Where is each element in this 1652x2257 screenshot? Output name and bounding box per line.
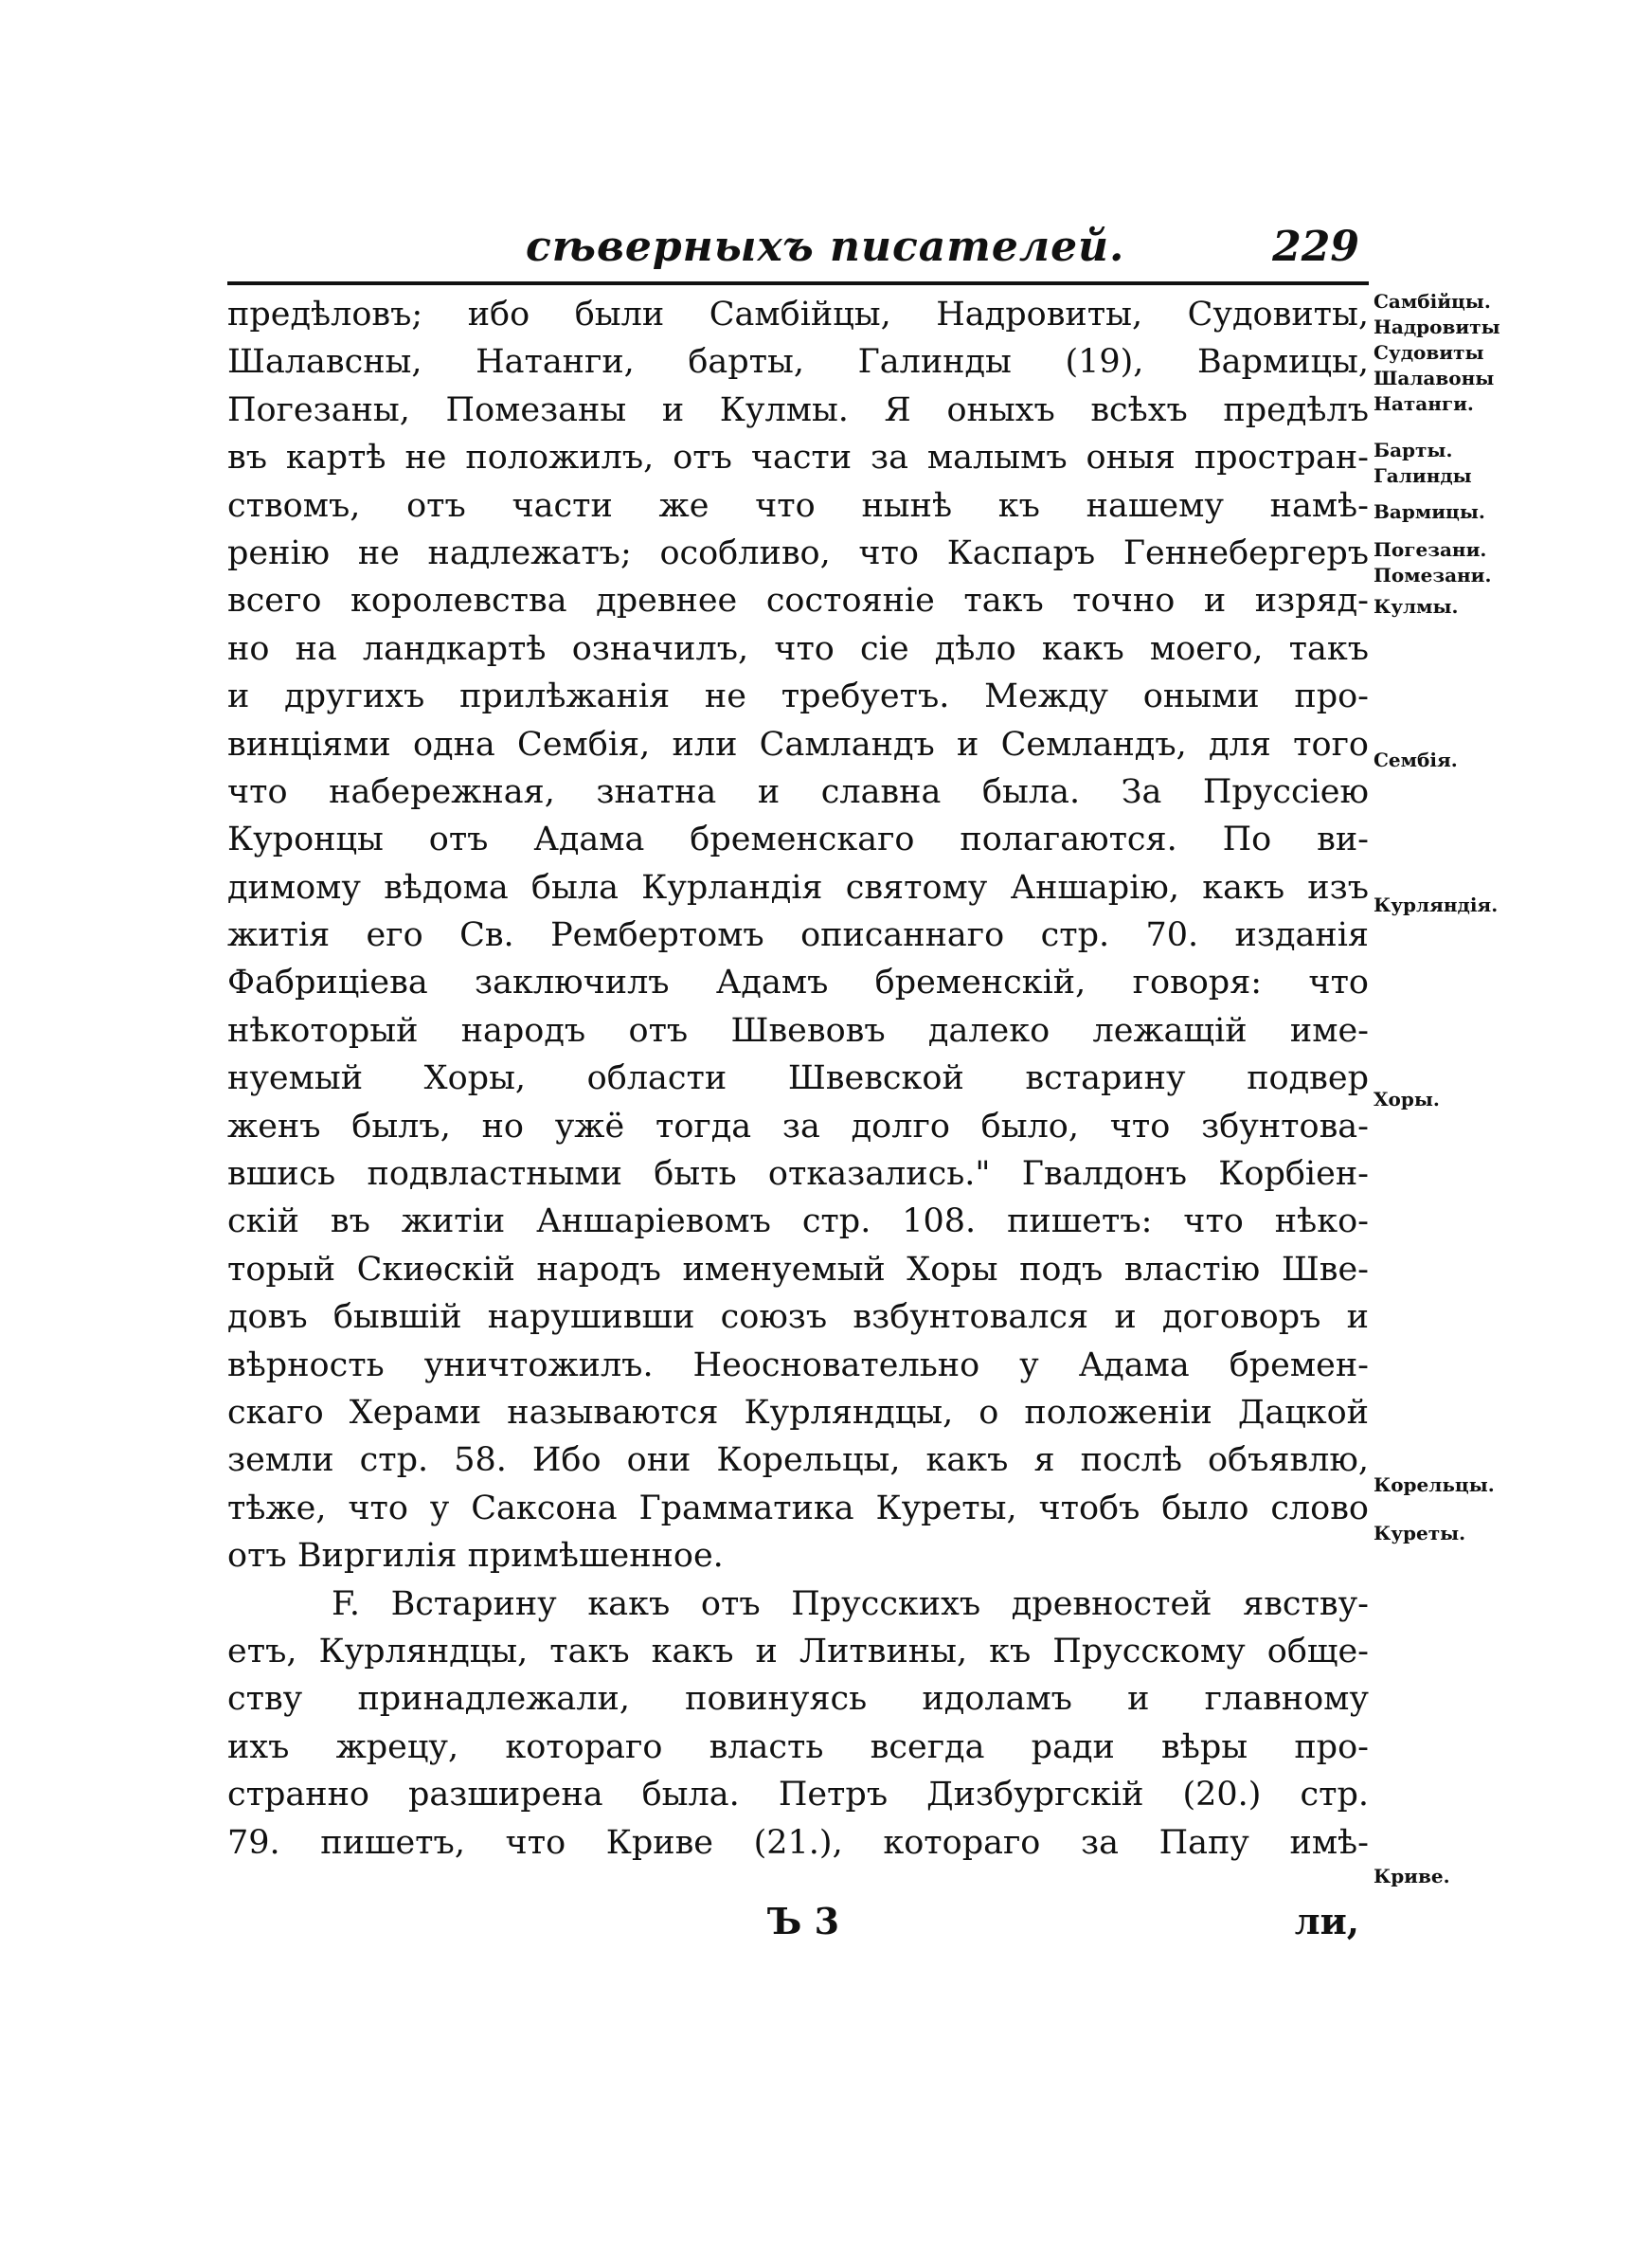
text-line: нѣкоторый народъ отъ Швевовъ далеко лежащій име-	[227, 1011, 1369, 1050]
margin-note: Курляндія.	[1374, 894, 1499, 916]
text-line: Куронцы отъ Адама бременскаго полагаются. По ви-	[227, 821, 1369, 859]
margin-note: Помезани.	[1374, 564, 1492, 587]
margin-note: Криве.	[1374, 1865, 1450, 1887]
text-line: предѣловъ; ибо были Самбійцы, Надровиты, Судовиты,	[227, 296, 1369, 334]
text-line: тѣже, что у Саксона Грамматика Куреты, чтобъ было слово	[227, 1489, 1369, 1527]
text-line: димому вѣдома была Курландія святому Аншарію, какъ изъ	[227, 868, 1369, 907]
margin-note: Вармицы.	[1374, 500, 1485, 523]
text-line: отъ Виргилія примѣшенное.	[227, 1537, 724, 1576]
text-line: довъ бывшій нарушивши союзъ взбунтовался и договоръ и	[227, 1298, 1369, 1337]
text-line: 79. пишетъ, что Криве (21.), котораго за Папу имѣ-	[227, 1823, 1369, 1862]
margin-note: Куреты.	[1374, 1522, 1466, 1544]
text-line: торый Скиѳскій народъ именуемый Хоры подъ властію Шве-	[227, 1250, 1369, 1289]
text-line: ствомъ, отъ части же что нынѣ къ нашему намѣ-	[227, 486, 1369, 525]
page-footer	[227, 1900, 1369, 1957]
text-line: житія его Св. Рембертомъ описаннаго стр. 70. изданія	[227, 916, 1369, 955]
text-line: етъ, Курляндцы, такъ какъ и Литвины, къ Прусскому обще-	[227, 1632, 1369, 1670]
text-line: странно разширена была. Петръ Дизбургскій (20.) стр.	[227, 1776, 1369, 1815]
text-line: Фабриціева заключилъ Адамъ бременскій, говоря: что	[227, 964, 1369, 1002]
text-line: нуемый Хоры, области Швевской встарину подвер	[227, 1059, 1369, 1098]
text-line: вѣрность уничтожилъ. Неосновательно у Адама бремен-	[227, 1345, 1369, 1384]
margin-note: Барты.	[1374, 439, 1453, 461]
margin-note: Галинды	[1374, 464, 1472, 487]
text-line: но на ландкартѣ означилъ, что сіе дѣло какъ моего, такъ	[227, 629, 1369, 668]
text-line: скаго Херами называются Курляндцы, о положеніи Дацкой	[227, 1393, 1369, 1432]
text-line: всего королевства древнее состояніе такъ точно и изряд-	[227, 582, 1369, 621]
margin-note: Хоры.	[1374, 1088, 1440, 1110]
text-line: что набережная, знатна и славна была. За Пруссіею	[227, 772, 1369, 811]
header-rule	[227, 281, 1369, 285]
text-line: и другихъ прилѣжанія не требуетъ. Между оными про-	[227, 677, 1369, 716]
margin-note: Корельцы.	[1374, 1473, 1495, 1496]
text-line: вшись подвластными быть отказались." Гвалдонъ Корбіен-	[227, 1155, 1369, 1194]
body-text	[227, 291, 1369, 1867]
text-line: женъ былъ, но ужё тогда за долго было, что збунтова-	[227, 1107, 1369, 1146]
margin-note: Погезани.	[1374, 538, 1487, 561]
text-line: ству принадлежали, повинуясь идоламъ и главному	[227, 1680, 1369, 1719]
text-line: ихъ жрецу, котораго власть всегда ради вѣры про-	[227, 1727, 1369, 1766]
margin-note: Шалавоны	[1374, 367, 1495, 389]
margin-note: Самбійцы.	[1374, 290, 1491, 313]
running-head: сѣверныхъ писателей.	[526, 223, 1125, 271]
text-line: въ картѣ не положилъ, отъ части за малымъ оныя простран-	[227, 439, 1369, 478]
text-line: ренію не надлежатъ; особливо, что Каспаръ Геннебергеръ	[227, 533, 1369, 572]
page-number: 229	[1272, 223, 1359, 271]
margin-note: Кулмы.	[1374, 595, 1459, 618]
text-line: F. Встарину какъ отъ Прусскихъ древностей явству-	[332, 1584, 1369, 1623]
catchword: ли,	[1294, 1900, 1359, 1942]
text-line: скій въ житіи Аншаріевомъ стр. 108. пишетъ: что нѣко-	[227, 1202, 1369, 1241]
text-line: Погезаны, Помезаны и Кулмы. Я оныхъ всѣхъ предѣлъ	[227, 390, 1369, 429]
margin-note: Натанги.	[1374, 392, 1474, 415]
margin-note: Судовиты	[1374, 341, 1484, 364]
text-line: Шалавсны, Натанги, барты, Галинды (19), Вармицы,	[227, 343, 1369, 382]
text-line: земли стр. 58. Ибо они Корельцы, какъ я послѣ объявлю,	[227, 1441, 1369, 1480]
margin-note: Надровиты	[1374, 316, 1500, 338]
signature-mark: Ъ 3	[767, 1900, 840, 1942]
text-line: винціями одна Сембія, или Самландъ и Семландъ, для того	[227, 725, 1369, 764]
page-header	[227, 223, 1369, 280]
margin-note: Сембія.	[1374, 749, 1458, 771]
